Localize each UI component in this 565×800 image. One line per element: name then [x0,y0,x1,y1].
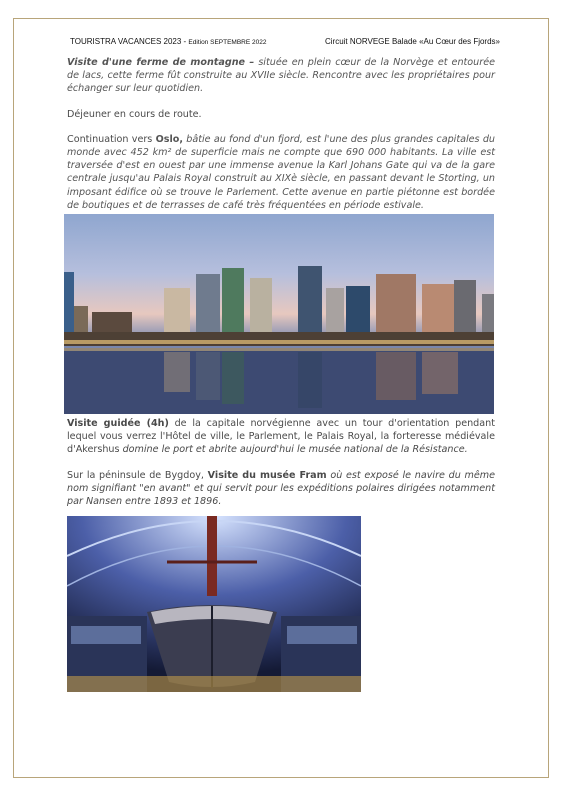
paragraph-fram [67,469,495,509]
header-circuit: Circuit NORVEGE Balade «Au Cœur des Fjords» [324,37,500,46]
farm-text: située en plein cœur de la Norvège et entourée de lacs, cette ferme fût construite au XVIIe siècle. Rencontre avec les propriétaires pour échanger sur leur quotidien. [67,57,496,95]
oslo-skyline-drawing [64,214,494,414]
oslo-city: Oslo, [155,133,183,145]
fram-title: Visite du musée Fram [207,469,327,481]
fram-museum-drawing [67,516,361,692]
tour-title: Visite guidée (4h) [67,418,169,429]
paragraph-oslo [67,133,495,212]
header-agency: TOURISTRA VACANCES 2023 - [70,37,187,46]
fram-museum-image [67,516,361,692]
header-left [70,37,266,46]
fram-lead: Sur la péninsule de Bygdoy, [67,469,208,481]
paragraph-farm [67,56,495,96]
oslo-skyline-image [64,214,494,414]
header-edition: Edition SEPTEMBRE 2022 [188,39,267,46]
page-header [70,37,500,46]
paragraph-tour [67,417,495,457]
fram-text: où est exposé le navire du même nom signifiant "en avant" et qui servit pour les expéditions polaires dirigées notamment par Nansen entre 1893 et 1896. [67,469,495,508]
secondary-content [67,417,495,508]
tour-text: de la capitale norvégienne avec un tour d'orientation pendant lequel vous verrez l'Hôtel de ville, le Parlement, le Palais Royal, la forteresse médiévale d'Akershus [67,418,495,456]
paragraph-lunch: Déjeuner en cours de route. [67,108,202,120]
main-content [67,56,495,212]
oslo-text: bâtie au fond d'un fjord, est l'une des plus grandes capitales du monde avec 452 km² de superficie mais ne compte que 690 000 habitants. La ville est traversée d'est en ouest par une immense avenue la Karl Johans Gate qui va de la gare centrale jusqu'au Palais Royal construit au XIXè siècle, en passant devant le Storting, un imposant édifice où se trouve le Parlement. Cette avenue en partie piétonne est bordée de boutiques et de terrasses de café très fréquentées en période estivale. [67,133,495,211]
farm-title: Visite d'une ferme de montagne – [67,57,255,68]
tour-text-italic: domine le port et abrite aujourd'hui le musée national de la Résistance. [122,444,468,456]
oslo-lead: Continuation vers [67,133,156,145]
